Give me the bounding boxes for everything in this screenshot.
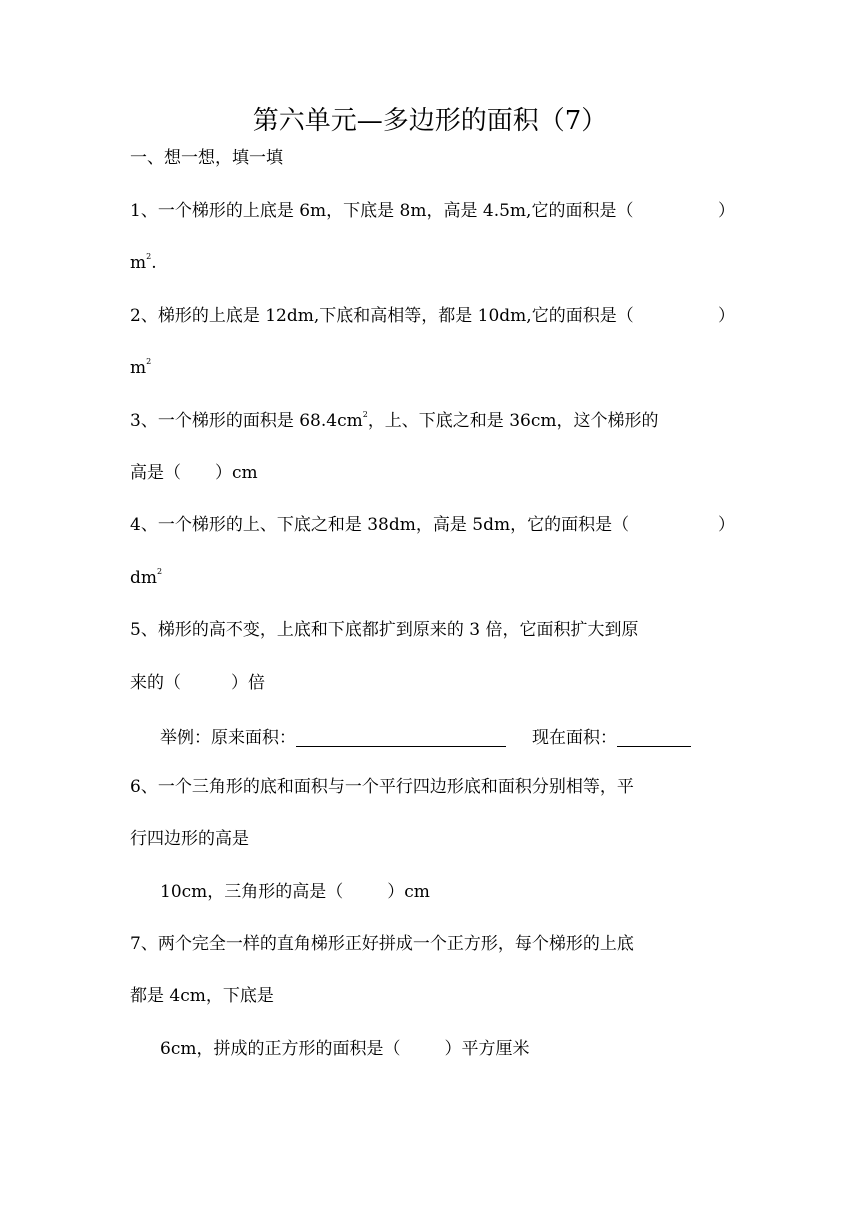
text-segment: 来的（: [130, 673, 181, 693]
question-2-close-paren: ）: [718, 306, 735, 326]
question-7-line-2: 都是 4cm，下底是: [130, 986, 274, 1006]
question-4-text: 4、一个梯形的上、下底之和是 38dm，高是 5dm，它的面积是（: [130, 515, 630, 535]
unit-text: m: [130, 358, 147, 378]
text-segment: 10cm，三角形的高是（: [160, 882, 344, 902]
question-6-line-2: 行四边形的高是: [130, 829, 249, 849]
question-4-unit: [130, 565, 162, 591]
text-segment: 6cm，拼成的正方形的面积是（: [160, 1039, 401, 1059]
question-1-text: 1、一个梯形的上底是 6m，下底是 8m，高是 4.5m,它的面积是（: [130, 201, 634, 221]
unit-superscript: 2: [146, 252, 152, 262]
text-segment: ）cm: [215, 463, 258, 483]
section-heading: 一、想一想，填一填: [130, 148, 283, 168]
text-segment: ）平方厘米: [444, 1039, 530, 1059]
unit-end: .: [151, 253, 157, 273]
unit-text: dm: [130, 568, 158, 588]
question-6-line-1: 6、一个三角形的底和面积与一个平行四边形底和面积分别相等，平: [130, 777, 634, 797]
question-3-line-1: [130, 408, 659, 434]
text-segment: ，上、下底之和是 36cm，这个梯形的: [367, 411, 659, 431]
question-7-line-1: 7、两个完全一样的直角梯形正好拼成一个正方形，每个梯形的上底: [130, 934, 634, 954]
question-1-close-paren: ）: [718, 201, 735, 221]
page-title: 第六单元—多边形的面积（7）: [252, 106, 608, 136]
question-2-unit: [130, 355, 151, 381]
unit-superscript: 2: [157, 567, 163, 577]
question-7-line-3: [160, 1036, 529, 1062]
question-6-line-3: [160, 879, 430, 905]
question-5-line-2: [130, 670, 265, 696]
question-5-line-1: 5、梯形的高不变，上底和下底都扩到原来的 3 倍，它面积扩大到原: [130, 620, 639, 640]
now-label: 现在面积：: [532, 728, 617, 748]
text-segment: 3、一个梯形的面积是 68.4cm: [130, 411, 363, 431]
question-2-text: 2、梯形的上底是 12dm,下底和高相等，都是 10dm,它的面积是（: [130, 306, 634, 326]
example-label: 举例：原来面积：: [160, 728, 296, 748]
question-4-close-paren: ）: [718, 515, 735, 535]
text-segment: ）倍: [231, 673, 265, 693]
original-area-blank: [296, 726, 506, 747]
text-segment: ）cm: [387, 882, 430, 902]
superscript: 2: [362, 410, 368, 420]
unit-text: m: [130, 253, 147, 273]
unit-superscript: 2: [146, 357, 152, 367]
question-5-example: [160, 722, 691, 751]
question-1-unit: [130, 250, 157, 276]
current-area-blank: [617, 726, 691, 747]
question-3-line-2: [130, 460, 258, 486]
text-segment: 高是（: [130, 463, 181, 483]
